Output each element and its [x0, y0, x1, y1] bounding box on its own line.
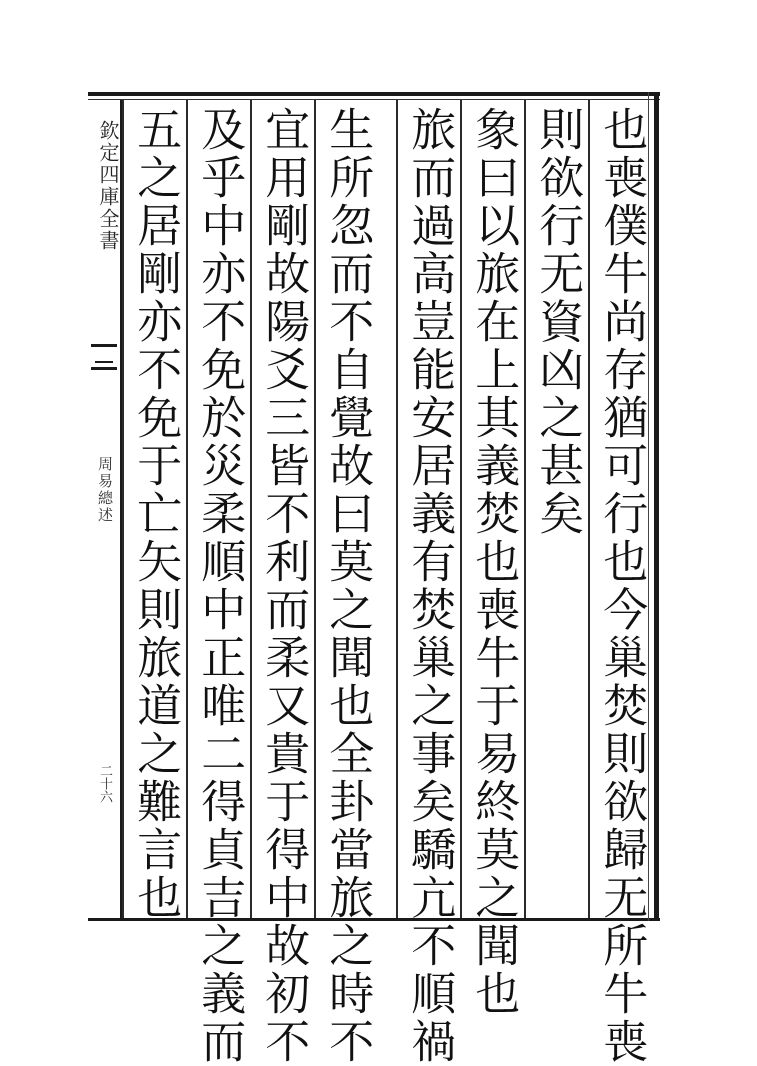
book-page [88, 92, 660, 1066]
frame-top-border [88, 92, 660, 96]
column-text: 及乎中亦不免於災柔順中正唯二得貞吉之義而 [193, 106, 247, 1066]
collection-title: 欽定四庫全書 [96, 120, 120, 252]
column-text: 也喪僕牛尚存猶可行也今巢焚則欲歸无所牛喪 [595, 106, 649, 1066]
page-gutter [88, 100, 122, 920]
column-text: 五之居剛亦不免于亡矢則旅道之難言也 [129, 106, 183, 922]
book-title: 周易總述 [96, 456, 114, 524]
fish-tail-mark [91, 344, 117, 370]
frame-right-border [654, 92, 659, 921]
text-column-8 [122, 100, 186, 922]
column-text: 象曰以旅在上其義焚也喪牛于易終莫之聞也 [467, 106, 521, 1018]
text-column-2 [524, 100, 588, 918]
text-column-4 [396, 100, 460, 1066]
column-text: 旅而過高豈能安居義有焚巢之事矣驕亢不順禍 [403, 106, 457, 1066]
text-column-1 [588, 100, 652, 1066]
column-text: 宜用剛故陽爻三皆不利而柔又貴于得中故初不 [257, 106, 311, 1066]
text-column-7 [186, 100, 250, 1066]
text-column-6 [250, 100, 314, 1066]
column-text: 則欲行无資凶之甚矣 [531, 106, 585, 538]
text-column-5 [314, 100, 378, 1066]
page-number: 二十六 [97, 764, 112, 803]
column-text: 生所忽而不自覺故曰莫之聞也全卦當旅之時不 [321, 106, 375, 1066]
text-column-3 [460, 100, 524, 1018]
